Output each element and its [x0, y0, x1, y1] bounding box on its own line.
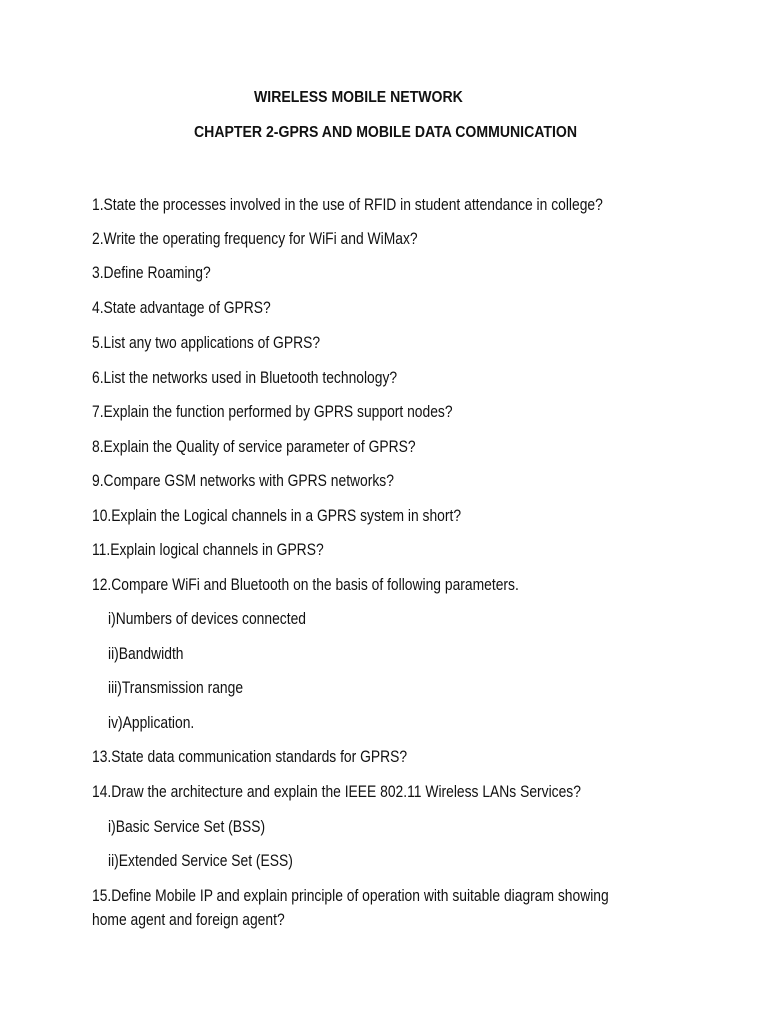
- question-8: 8.Explain the Quality of service parameter of GPRS?: [92, 438, 416, 456]
- chapter-title: CHAPTER 2-GPRS AND MOBILE DATA COMMUNICATION: [194, 124, 578, 141]
- question-12: 12.Compare WiFi and Bluetooth on the basis of following parameters.: [92, 576, 519, 594]
- question-11: 11.Explain logical channels in GPRS?: [92, 541, 324, 559]
- question-9: 9.Compare GSM networks with GPRS networks?: [92, 472, 394, 490]
- question-14: 14.Draw the architecture and explain the IEEE 802.11 Wireless LANs Services?: [92, 783, 581, 801]
- question-15-continuation: home agent and foreign agent?: [92, 911, 285, 929]
- question-14-subitem-1: i)Basic Service Set (BSS): [108, 818, 266, 836]
- question-13: 13.State data communication standards for GPRS?: [92, 748, 408, 766]
- question-5: 5.List any two applications of GPRS?: [92, 334, 321, 352]
- question-12-subitem-3: iii)Transmission range: [108, 679, 244, 697]
- document-title: WIRELESS MOBILE NETWORK: [254, 89, 463, 106]
- question-12-subitem-1: i)Numbers of devices connected: [108, 610, 306, 628]
- question-12-subitem-4: iv)Application.: [108, 714, 195, 732]
- question-2: 2.Write the operating frequency for WiFi and WiMax?: [92, 230, 418, 248]
- question-10: 10.Explain the Logical channels in a GPRS system in short?: [92, 507, 462, 525]
- question-12-subitem-2: ii)Bandwidth: [108, 645, 184, 663]
- question-6: 6.List the networks used in Bluetooth technology?: [92, 369, 398, 387]
- question-15: 15.Define Mobile IP and explain principle of operation with suitable diagram showing: [92, 887, 609, 905]
- question-7: 7.Explain the function performed by GPRS support nodes?: [92, 403, 453, 421]
- question-4: 4.State advantage of GPRS?: [92, 299, 271, 317]
- question-1: 1.State the processes involved in the use of RFID in student attendance in college?: [92, 196, 603, 214]
- question-14-subitem-2: ii)Extended Service Set (ESS): [108, 852, 293, 870]
- question-3: 3.Define Roaming?: [92, 264, 211, 282]
